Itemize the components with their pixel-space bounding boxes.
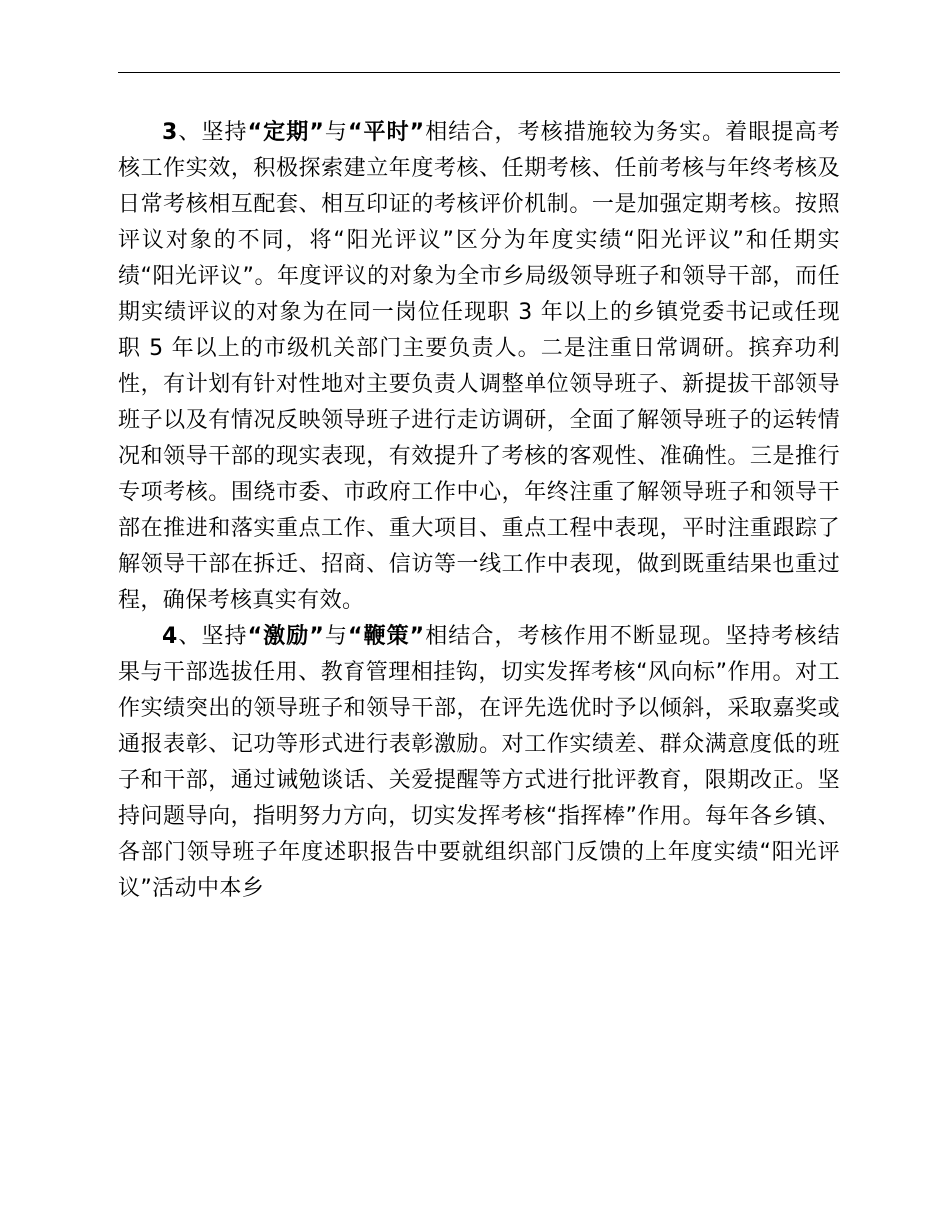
item-number: 3 [162, 120, 178, 145]
paragraph-3 [118, 115, 840, 619]
paragraph-body: 相结合，考核作用不断显现。坚持考核结果与干部选拔任用、教育管理相挂钩，切实发挥考核“风向标”作用。对工作实绩突出的领导班子和领导干部，在评先选优时予以倾斜，采取嘉奖或通报表彰、记功等形式进行表彰激励。对工作实绩差、群众满意度低的班子和干部，通过诫勉谈话、关爱提醒等方式进行批评教育，限期改正。坚持问题导向，指明努力方向，切实发挥考核“指挥棒”作用。每年各乡镇、各部门领导班子年度述职报告中要就组织部门反馈的上年度实绩“阳光评议”活动中本乡 [118, 624, 840, 901]
text-run: 与 [324, 120, 348, 145]
quoted-term: “平时” [347, 120, 425, 145]
quoted-term: “鞭策” [347, 624, 425, 649]
header-rule [118, 72, 840, 73]
quoted-term: “激励” [247, 624, 325, 649]
paragraph-4 [118, 619, 840, 907]
text-run: 、坚持 [177, 120, 248, 145]
paragraph-body: 相结合，考核措施较为务实。着眼提高考核工作实效，积极探索建立年度考核、任期考核、任前考核与年终考核及日常考核相互配套、相互印证的考核评价机制。一是加强定期考核。按照评议对象的不同，将“阳光评议”区分为年度实绩“阳光评议”和任期实绩“阳光评议”。年度评议的对象为全市乡局级领导班子和领导干部，而任期实绩评议的对象为在同一岗位任现职 3 年以上的乡镇党委书记或任现职 5 年以上的市级机关部门主要负责人。二是注重日常调研。摈弃功利性，有计划有针对性地对主要负责人调整单位领导班子、新提拔干部领导班子以及有情况反映领导班子进行走访调研，全面了解领导班子的运转情况和领导干部的现实表现，有效提升了考核的客观性、准确性。三是推行专项考核。围绕市委、市政府工作中心，年终注重了解领导班子和领导干部在推进和落实重点工作、重大项目、重点工程中表现，平时注重跟踪了解领导干部在拆迁、招商、信访等一线工作中表现，做到既重结果也重过程，确保考核真实有效。 [118, 120, 840, 613]
text-run: 、坚持 [177, 624, 248, 649]
quoted-term: “定期” [247, 120, 325, 145]
text-run: 与 [324, 624, 348, 649]
item-number: 4 [162, 624, 178, 649]
document-body [118, 115, 840, 907]
